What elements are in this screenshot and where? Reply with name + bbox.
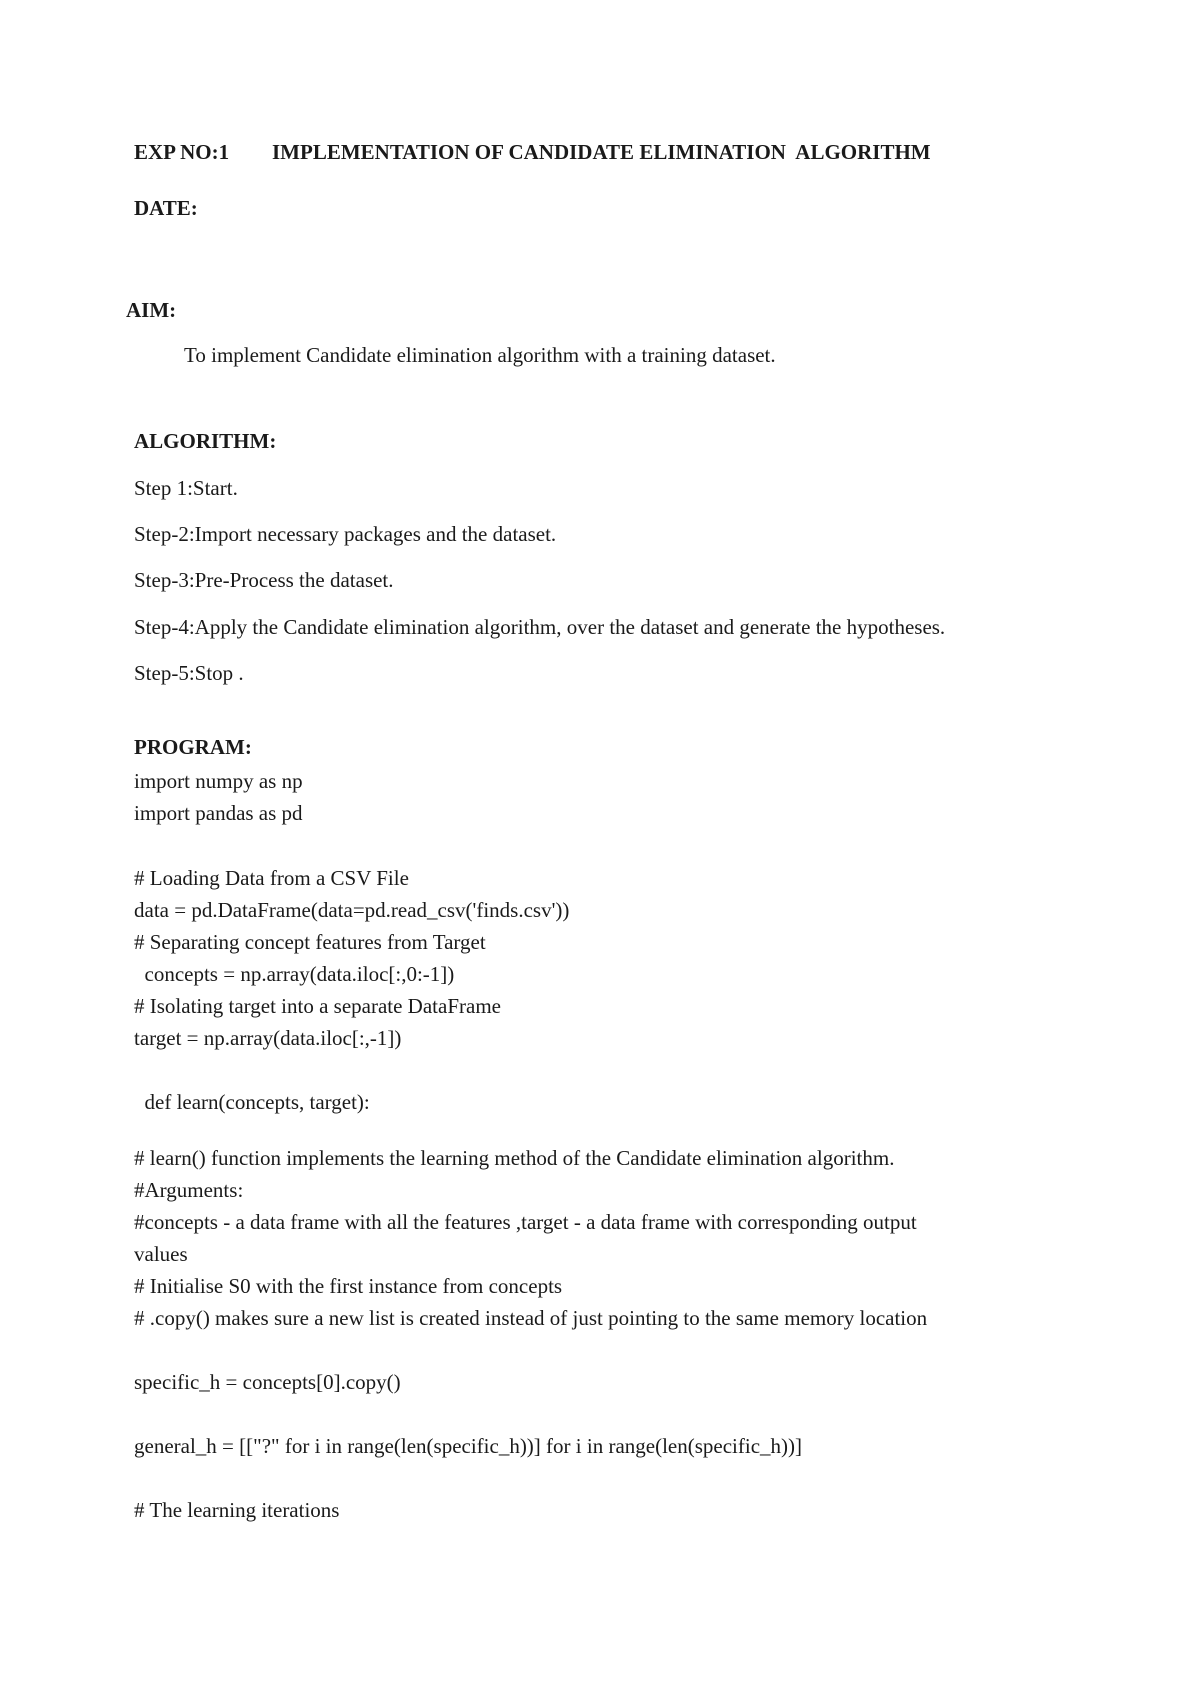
- code-line: # Initialise S0 with the first instance from concepts: [134, 1274, 563, 1298]
- document-title: IMPLEMENTATION OF CANDIDATE ELIMINATION ALGORITHM: [272, 140, 931, 164]
- code-line: #Arguments:: [134, 1178, 244, 1202]
- program-heading: PROGRAM:: [134, 735, 252, 759]
- date-label: DATE:: [134, 196, 198, 220]
- code-line: general_h = [["?" for i in range(len(specific_h))] for i in range(len(specific_h))]: [134, 1434, 803, 1458]
- exp-number: EXP NO:1: [134, 140, 230, 164]
- algorithm-step: Step-2:Import necessary packages and the dataset.: [134, 522, 557, 546]
- code-line: # learn() function implements the learning method of the Candidate elimination algorithm.: [134, 1146, 895, 1170]
- algorithm-step: Step-4:Apply the Candidate elimination algorithm, over the dataset and generate the hypotheses.: [134, 615, 946, 639]
- code-line: values: [134, 1242, 188, 1266]
- code-line: specific_h = concepts[0].copy(): [134, 1370, 401, 1394]
- aim-text: To implement Candidate elimination algorithm with a training dataset.: [184, 343, 776, 367]
- algorithm-heading: ALGORITHM:: [134, 429, 277, 453]
- aim-heading: AIM:: [126, 298, 177, 322]
- code-line: import pandas as pd: [134, 801, 303, 825]
- algorithm-step: Step 1:Start.: [134, 476, 238, 500]
- code-line: # Isolating target into a separate DataFrame: [134, 994, 501, 1018]
- code-line: # Loading Data from a CSV File: [134, 866, 409, 890]
- code-line: def learn(concepts, target):: [134, 1090, 370, 1114]
- code-line: # .copy() makes sure a new list is created instead of just pointing to the same memory location: [134, 1306, 928, 1330]
- algorithm-step: Step-3:Pre-Process the dataset.: [134, 568, 394, 592]
- code-line: import numpy as np: [134, 769, 303, 793]
- code-line: #concepts - a data frame with all the features ,target - a data frame with corresponding output: [134, 1210, 917, 1234]
- code-line: data = pd.DataFrame(data=pd.read_csv('finds.csv')): [134, 898, 570, 922]
- code-line: # The learning iterations: [134, 1498, 340, 1522]
- code-line: target = np.array(data.iloc[:,-1]): [134, 1026, 402, 1050]
- algorithm-step: Step-5:Stop .: [134, 661, 244, 685]
- code-line: # Separating concept features from Target: [134, 930, 486, 954]
- code-line: concepts = np.array(data.iloc[:,0:-1]): [134, 962, 455, 986]
